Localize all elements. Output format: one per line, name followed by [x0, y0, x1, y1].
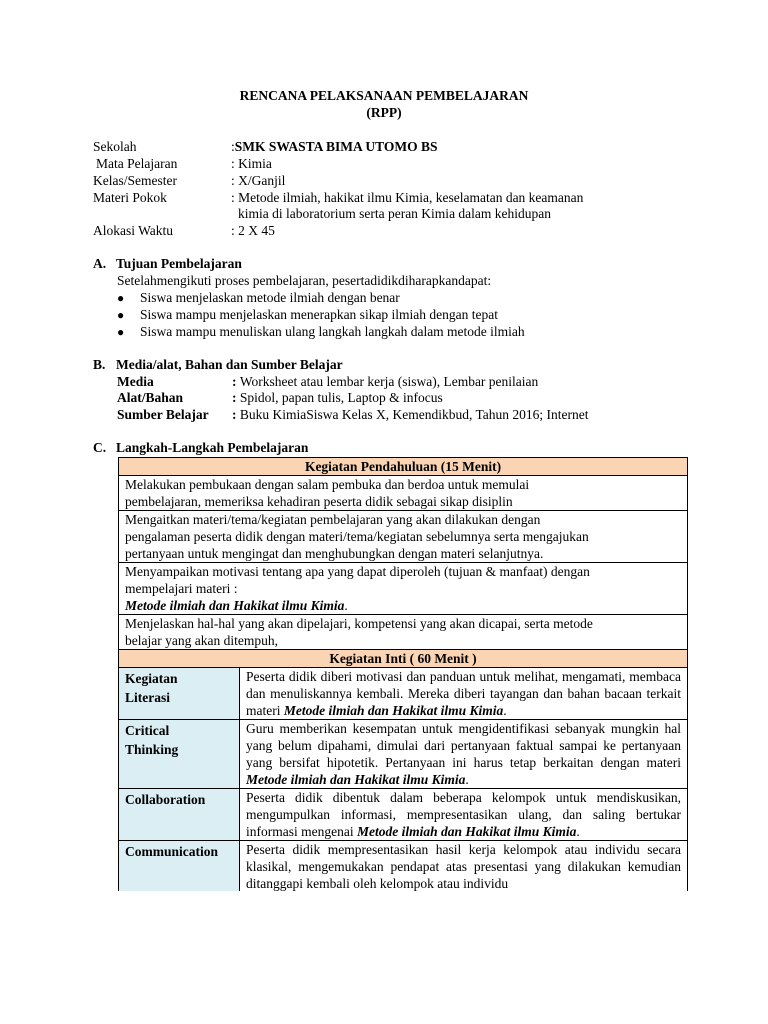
objective-item: ● Siswa mampu menjelaskan menerapkan sikap ilmiah dengan tepat: [117, 307, 499, 322]
activity-description: Peserta didik diberi motivasi dan panduan untuk melihat, mengamati, membaca dan menuliskannya kembali. Mereka diberi tayangan dan bahan bacaan terkait materi Metode ilmiah dan Hakikat ilmu Kimia.: [240, 668, 688, 720]
identity-value-continued: kimia di laboratorium serta peran Kimia dalam kehidupan: [238, 206, 552, 221]
media-row: Sumber Belajar : Buku KimiaSiswa Kelas X, Kemendikbud, Tahun 2016; Internet: [117, 407, 589, 422]
identity-label: Materi Pokok: [93, 190, 167, 205]
media-value: Worksheet atau lembar kerja (siswa), Lembar penilaian: [239, 374, 539, 389]
pendahuluan-cell: Melakukan pembukaan dengan salam pembuka dan berdoa untuk memulai pembelajaran, memeriksa kehadiran peserta didik sebagai sikap disiplin: [119, 476, 688, 511]
section-a-intro: Setelahmengikuti proses pembelajaran, pesertadidikdiharapkandapat:: [117, 273, 492, 288]
table-header-row: [119, 458, 688, 476]
media-value: Spidol, papan tulis, Laptop & infocus: [239, 390, 443, 405]
objective-item: ● Siswa menjelaskan metode ilmiah dengan benar: [117, 290, 400, 305]
inti-header: Kegiatan Inti ( 60 Menit ): [119, 650, 688, 668]
section-title: Tujuan Pembelajaran: [116, 256, 242, 271]
identity-value: Kimia: [238, 156, 272, 171]
identity-label: Mata Pelajaran: [96, 156, 178, 171]
objective-item: ● Siswa mampu menuliskan ulang langkah langkah dalam metode ilmiah: [117, 324, 525, 339]
identity-value: X/Ganjil: [238, 173, 286, 188]
table-row: [119, 476, 688, 511]
bullet-icon: ●: [117, 308, 125, 322]
section-b-heading: [93, 357, 343, 373]
table-row: [119, 511, 688, 563]
activity-label: Critical Thinking: [119, 720, 240, 789]
section-letter: C.: [93, 440, 107, 455]
identity-separator: :: [231, 156, 235, 171]
media-row: Alat/Bahan : Spidol, papan tulis, Laptop & infocus: [117, 390, 443, 405]
section-c-heading: [93, 440, 308, 456]
bullet-icon: ●: [117, 325, 125, 339]
identity-value: SMK SWASTA BIMA UTOMO BS: [234, 139, 438, 154]
learning-steps-table: [118, 457, 688, 891]
identity-label: Sekolah: [93, 139, 137, 154]
identity-separator: :: [231, 139, 235, 154]
identity-label: Kelas/Semester: [93, 173, 177, 188]
table-row: [119, 563, 688, 615]
section-title: Media/alat, Bahan dan Sumber Belajar: [116, 357, 343, 372]
identity-value: 2 X 45: [238, 223, 275, 238]
activity-description: Guru memberikan kesempatan untuk mengidentifikasi sebanyak mungkin hal yang belum dipahami, dimulai dari pertanyaan faktual sampai ke pertanyaan yang bersifat hipotetik. Pertanyaan ini harus tetap berkaitan dengan materi Metode ilmiah dan Hakikat ilmu Kimia.: [240, 720, 688, 789]
identity-value: Metode ilmiah, hakikat ilmu Kimia, keselamatan dan keamanan: [238, 190, 584, 205]
table-row: [119, 668, 688, 720]
activity-description: Peserta didik dibentuk dalam beberapa kelompok untuk mendiskusikan, mengumpulkan informasi, mempresentasikan ulang, dan saling bertukar informasi mengenai Metode ilmiah dan Hakikat ilmu Kimia.: [240, 789, 688, 841]
media-value: Buku KimiaSiswa Kelas X, Kemendikbud, Tahun 2016; Internet: [239, 407, 589, 422]
section-title: Langkah-Langkah Pembelajaran: [116, 440, 309, 455]
identity-separator: :: [231, 190, 235, 205]
identity-separator: :: [231, 223, 235, 238]
section-letter: B.: [93, 357, 106, 372]
section-letter: A.: [93, 256, 107, 271]
activity-description: Peserta didik mempresentasikan hasil kerja kelompok atau individu secara klasikal, mengemukakan pendapat atas presentasi yang dilakukan kemudian ditanggapi kembali oleh kelompok atau individu: [240, 841, 688, 892]
activity-label: Kegiatan Literasi: [119, 668, 240, 720]
table-header-row: [119, 650, 688, 668]
bullet-icon: ●: [117, 291, 125, 305]
table-row: [119, 615, 688, 650]
pendahuluan-cell: Mengaitkan materi/tema/kegiatan pembelajaran yang akan dilakukan dengan pengalaman peserta didik dengan materi/tema/kegiatan sebelumnya serta mengajukan pertanyaan untuk mengingat dan menghubungkan dengan materi selanjutnya.: [119, 511, 688, 563]
media-label: Alat/Bahan: [117, 390, 184, 405]
media-label: Sumber Belajar: [117, 407, 209, 422]
table-row: [119, 841, 688, 892]
section-a-heading: [93, 256, 242, 272]
pendahuluan-cell: Menjelaskan hal-hal yang akan dipelajari, kompetensi yang akan dicapai, serta metode belajar yang akan ditempuh,: [119, 615, 688, 650]
table-row: [119, 720, 688, 789]
table-row: [119, 789, 688, 841]
pendahuluan-header: Kegiatan Pendahuluan (15 Menit): [119, 458, 688, 476]
media-row: Media : Worksheet atau lembar kerja (siswa), Lembar penilaian: [117, 374, 539, 389]
document-title: RENCANA PELAKSANAAN PEMBELAJARAN: [239, 88, 529, 103]
document-subtitle: (RPP): [366, 105, 402, 120]
identity-label: Alokasi Waktu: [93, 223, 174, 238]
media-label: Media: [117, 374, 154, 389]
identity-separator: :: [231, 173, 235, 188]
pendahuluan-cell: Menyampaikan motivasi tentang apa yang dapat diperoleh (tujuan & manfaat) dengan mempelajari materi : Metode ilmiah dan Hakikat ilmu Kimia.: [119, 563, 688, 615]
activity-label: Communication: [119, 841, 240, 892]
activity-label: Collaboration: [119, 789, 240, 841]
